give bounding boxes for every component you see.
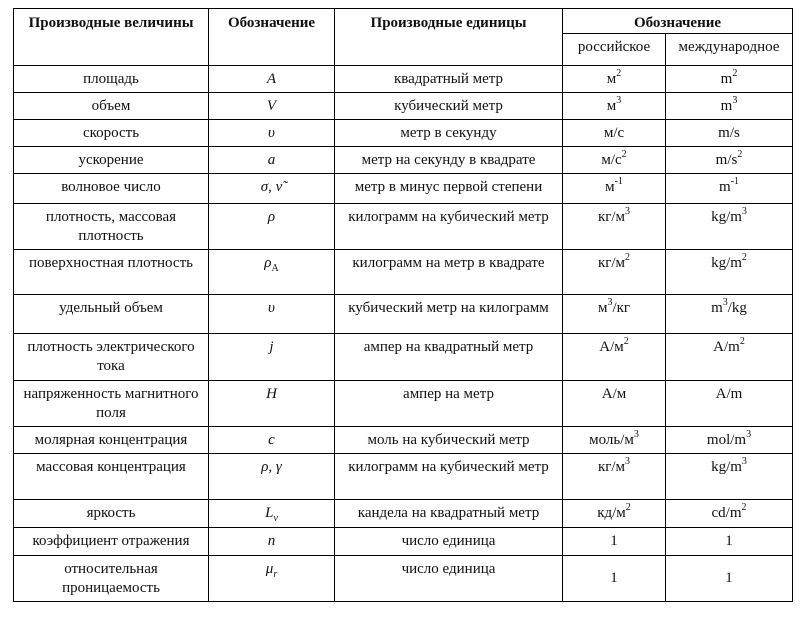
russian-designation-cell: $кг/м^3$ xyxy=(563,454,666,500)
symbol-cell: υ xyxy=(209,120,335,147)
symbol-cell: n xyxy=(209,528,335,556)
quantity-cell: удельный объем xyxy=(14,295,209,334)
table-row xyxy=(14,454,793,500)
symbol-cell: A xyxy=(209,66,335,93)
quantity-cell: поверхностная плотность xyxy=(14,250,209,295)
russian-designation-cell: $м^3$ xyxy=(563,93,666,120)
quantity-cell: волновое число xyxy=(14,174,209,204)
quantity-cell: молярная концентрация xyxy=(14,427,209,454)
header-symbol: Обозначение xyxy=(209,9,335,66)
unit-name-cell: кубический метр xyxy=(335,93,563,120)
derived-units-table xyxy=(13,8,793,602)
symbol-cell: j xyxy=(209,334,335,381)
russian-designation-cell: $кд/м^2$ xyxy=(563,500,666,528)
international-designation-cell: $m^2$ xyxy=(666,66,793,93)
international-designation-cell: $m^3/kg$ xyxy=(666,295,793,334)
table-row xyxy=(14,120,793,147)
table-row xyxy=(14,147,793,174)
units-table-container xyxy=(13,8,793,602)
international-designation-cell: 1 xyxy=(666,556,793,602)
quantity-cell: коэффициент отражения xyxy=(14,528,209,556)
unit-name-cell: килограмм на кубический метр xyxy=(335,204,563,250)
russian-designation-cell: $м/с^2$ xyxy=(563,147,666,174)
international-designation-cell: $kg/m^3$ xyxy=(666,204,793,250)
russian-designation-cell: моль/$м^3$ xyxy=(563,427,666,454)
quantity-cell: массовая концентрация xyxy=(14,454,209,500)
quantity-cell: относительная проницаемость xyxy=(14,556,209,602)
table-row xyxy=(14,66,793,93)
quantity-cell: напряженность магнитного поля xyxy=(14,381,209,427)
russian-designation-cell: $м^{-1}$ xyxy=(563,174,666,204)
unit-name-cell: метр на секунду в квадрате xyxy=(335,147,563,174)
international-designation-cell: 1 xyxy=(666,528,793,556)
table-body xyxy=(14,66,793,602)
international-designation-cell: $kg/m^3$ xyxy=(666,454,793,500)
header-unit: Производные единицы xyxy=(335,9,563,66)
russian-designation-cell: $кг/м^3$ xyxy=(563,204,666,250)
unit-name-cell: килограмм на кубический метр xyxy=(335,454,563,500)
symbol-cell: σ, ν̃ xyxy=(209,174,335,204)
table-row xyxy=(14,204,793,250)
international-designation-cell: $m^{-1}$ xyxy=(666,174,793,204)
header-quantity: Производные величины xyxy=(14,9,209,66)
unit-name-cell: кубический метр на килограмм xyxy=(335,295,563,334)
symbol-cell: V xyxy=(209,93,335,120)
international-designation-cell: m/s xyxy=(666,120,793,147)
unit-name-cell: число единица xyxy=(335,556,563,602)
table-row xyxy=(14,174,793,204)
quantity-cell: яркость xyxy=(14,500,209,528)
international-designation-cell: $A/m^2$ xyxy=(666,334,793,381)
table-row xyxy=(14,381,793,427)
quantity-cell: скорость xyxy=(14,120,209,147)
quantity-cell: плотность электрического тока xyxy=(14,334,209,381)
russian-designation-cell: А/м xyxy=(563,381,666,427)
symbol-cell: H xyxy=(209,381,335,427)
symbol-cell: $\mu_r$ xyxy=(209,556,335,602)
quantity-cell: объем xyxy=(14,93,209,120)
symbol-cell: $L_v$ xyxy=(209,500,335,528)
unit-name-cell: ампер на квадратный метр xyxy=(335,334,563,381)
unit-name-cell: килограмм на метр в квадрате xyxy=(335,250,563,295)
russian-designation-cell: $м^2$ xyxy=(563,66,666,93)
quantity-cell: ускорение xyxy=(14,147,209,174)
russian-designation-cell: $м^3/кг$ xyxy=(563,295,666,334)
header-designation: Обозначение xyxy=(563,9,793,34)
header-international: международное xyxy=(666,34,793,66)
russian-designation-cell: $кг/м^2$ xyxy=(563,250,666,295)
unit-name-cell: квадратный метр xyxy=(335,66,563,93)
unit-name-cell: моль на кубический метр xyxy=(335,427,563,454)
table-row xyxy=(14,295,793,334)
international-designation-cell: $cd/m^2$ xyxy=(666,500,793,528)
table-row xyxy=(14,427,793,454)
symbol-cell: c xyxy=(209,427,335,454)
international-designation-cell: $m^3$ xyxy=(666,93,793,120)
unit-name-cell: метр в секунду xyxy=(335,120,563,147)
symbol-cell: $\rho_A$ xyxy=(209,250,335,295)
header-row xyxy=(14,9,793,34)
symbol-cell: υ xyxy=(209,295,335,334)
table-row xyxy=(14,250,793,295)
unit-name-cell: ампер на метр xyxy=(335,381,563,427)
russian-designation-cell: 1 xyxy=(563,528,666,556)
table-row xyxy=(14,528,793,556)
international-designation-cell: $kg/m^2$ xyxy=(666,250,793,295)
symbol-cell: ρ, γ xyxy=(209,454,335,500)
table-row xyxy=(14,93,793,120)
russian-designation-cell: $А/м^2$ xyxy=(563,334,666,381)
international-designation-cell: mol/$m^3$ xyxy=(666,427,793,454)
symbol-cell: a xyxy=(209,147,335,174)
russian-designation-cell: 1 xyxy=(563,556,666,602)
international-designation-cell: $m/s^2$ xyxy=(666,147,793,174)
table-row xyxy=(14,500,793,528)
table-row xyxy=(14,556,793,602)
table-row xyxy=(14,334,793,381)
quantity-cell: площадь xyxy=(14,66,209,93)
russian-designation-cell: м/с xyxy=(563,120,666,147)
international-designation-cell: A/m xyxy=(666,381,793,427)
unit-name-cell: число единица xyxy=(335,528,563,556)
quantity-cell: плотность, массовая плотность xyxy=(14,204,209,250)
header-russian: российское xyxy=(563,34,666,66)
unit-name-cell: кандела на квадратный метр xyxy=(335,500,563,528)
unit-name-cell: метр в минус первой степени xyxy=(335,174,563,204)
symbol-cell: ρ xyxy=(209,204,335,250)
